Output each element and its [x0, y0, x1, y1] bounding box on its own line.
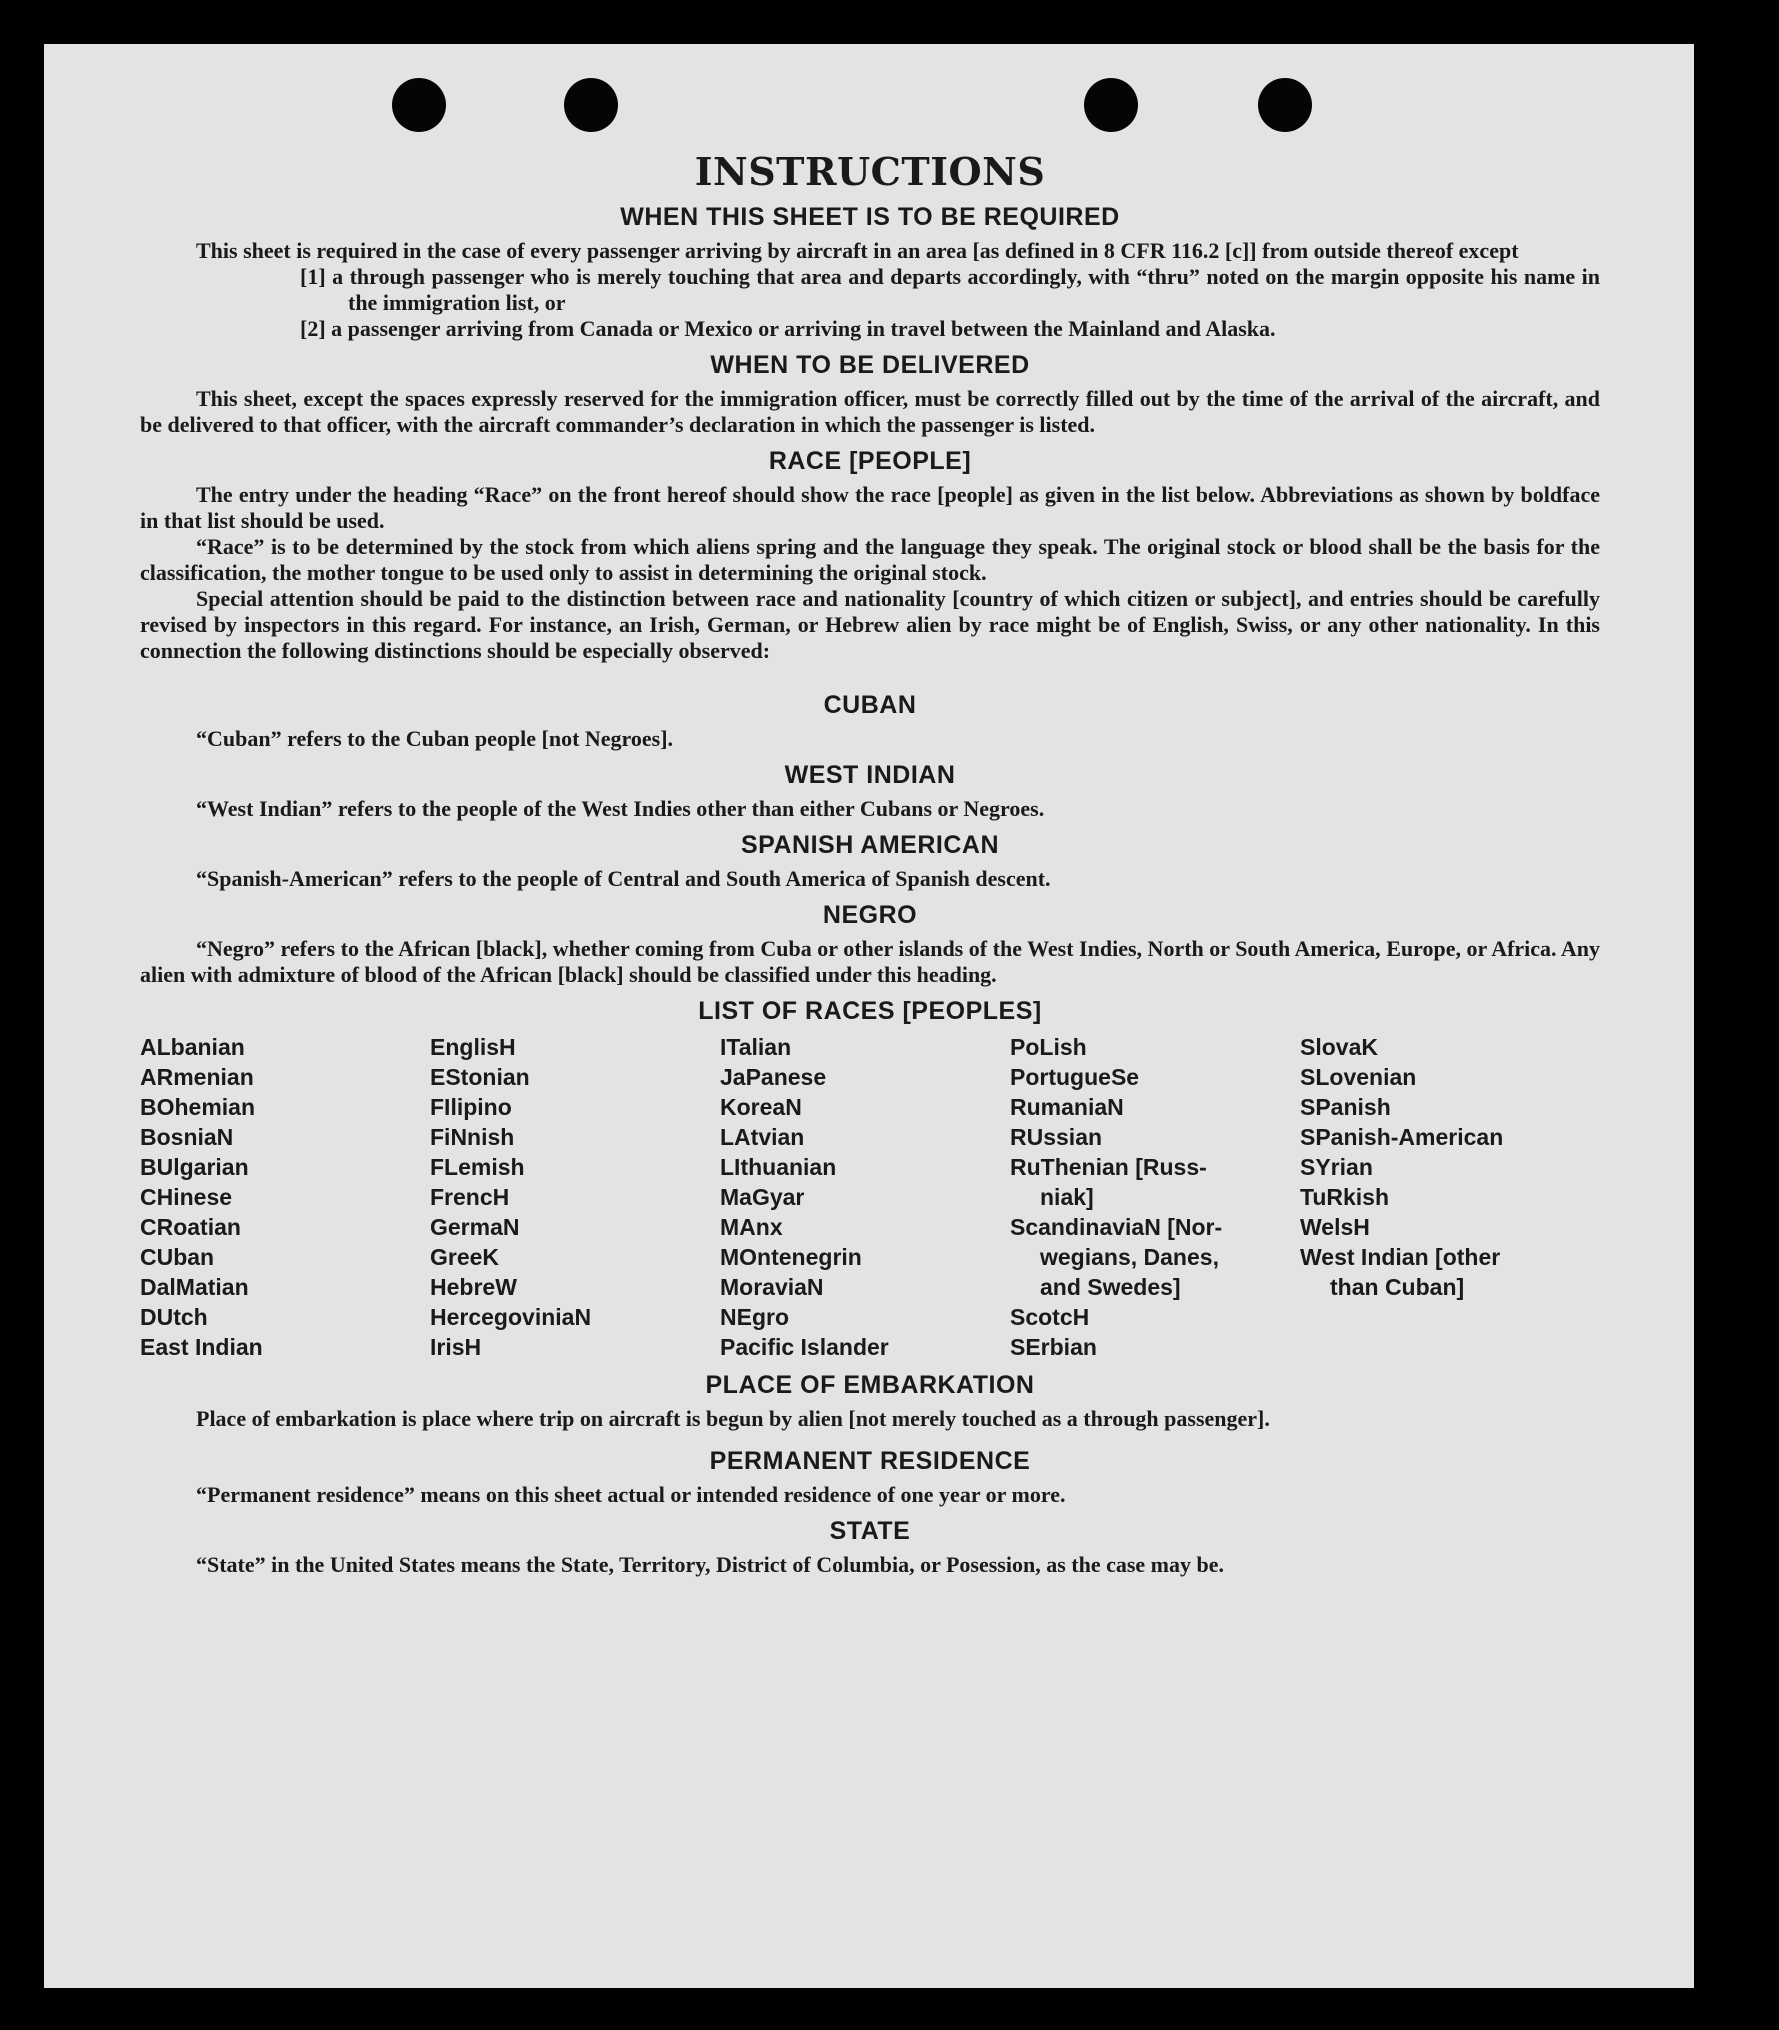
race-item: West Indian [other — [1300, 1244, 1501, 1270]
race-item: SLovenian — [1300, 1064, 1417, 1090]
section-heading: PLACE OF EMBARKATION — [705, 1371, 1035, 1399]
race-item: niak] — [1040, 1184, 1094, 1210]
race-item: BUlgarian — [140, 1154, 249, 1180]
paragraph: “Race” is to be determined by the stock from which aliens spring and the language they speak. The original stock or blood shall be the basis for the classification, the mother tongue to be used only to assist in determining the original stock. — [140, 534, 1600, 585]
paragraph: “Negro” refers to the African [black], whether coming from Cuba or other islands of the West Indies, North or South America, Europe, or Africa. Any alien with admixture of blood of the African [black] should be classified under this heading. — [140, 936, 1600, 987]
race-item: FIlipino — [430, 1094, 512, 1120]
race-item: wegians, Danes, — [1040, 1244, 1219, 1270]
paragraph: Special attention should be paid to the distinction between race and nationality [country of which citizen or subject], and entries should be carefully revised by inspectors in this regard. For instance, an Irish, German, or Hebrew alien by race might be of English, Swiss, or any other nationality. In this connection the following distinctions should be especially observed: — [140, 586, 1600, 663]
race-item: and Swedes] — [1040, 1274, 1181, 1300]
race-item: East Indian — [140, 1334, 263, 1360]
race-item: HebreW — [430, 1274, 517, 1300]
race-item: PortugueSe — [1010, 1064, 1140, 1090]
punch-hole — [564, 78, 618, 132]
paragraph: “Permanent residence” means on this sheet actual or intended residence of one year or more. — [196, 1482, 1066, 1507]
race-item: WelsH — [1300, 1214, 1370, 1240]
race-item: SPanish-American — [1300, 1124, 1504, 1150]
document-content — [140, 150, 1600, 1578]
race-item: MaGyar — [720, 1184, 805, 1210]
list-item: [1] a through passenger who is merely touching that area and departs accordingly, with “thru” noted on the margin opposite his name in the immigration list, or — [300, 264, 1600, 315]
race-item: EnglisH — [430, 1034, 516, 1060]
punch-hole — [1084, 78, 1138, 132]
race-column — [430, 1032, 720, 1362]
race-item: GermaN — [430, 1214, 520, 1240]
section-heading: LIST OF RACES [PEOPLES] — [698, 997, 1042, 1025]
race-item: FrencH — [430, 1184, 510, 1210]
paragraph: “West Indian” refers to the people of the West Indies other than either Cubans or Negroes. — [196, 796, 1045, 821]
race-item: RuThenian [Russ- — [1010, 1154, 1207, 1180]
race-item: RumaniaN — [1010, 1094, 1124, 1120]
race-item: MoraviaN — [720, 1274, 824, 1300]
race-item: HercegoviniaN — [430, 1304, 592, 1330]
paragraph: “Cuban” refers to the Cuban people [not Negroes]. — [196, 726, 674, 751]
race-item: SErbian — [1010, 1334, 1097, 1360]
race-item: CHinese — [140, 1184, 233, 1210]
race-item: CUban — [140, 1244, 215, 1270]
race-item: SlovaK — [1300, 1034, 1378, 1060]
race-item: SPanish — [1300, 1094, 1391, 1120]
race-item: FiNnish — [430, 1124, 515, 1150]
paragraph: “Spanish-American” refers to the people of Central and South America of Spanish descent. — [196, 866, 1051, 891]
race-item: DUtch — [140, 1304, 208, 1330]
punch-hole — [1258, 78, 1312, 132]
paragraph: The entry under the heading “Race” on the front hereof should show the race [people] as given in the list below. Abbreviations as shown by boldface in that list should be used. — [140, 482, 1600, 533]
race-item: FLemish — [430, 1154, 525, 1180]
section-heading: SPANISH AMERICAN — [740, 831, 999, 859]
section-heading: PERMANENT RESIDENCE — [709, 1447, 1031, 1475]
race-list — [140, 1032, 1600, 1362]
race-item: RUssian — [1010, 1124, 1103, 1150]
race-item: ARmenian — [140, 1064, 254, 1090]
race-item: ScandinaviaN [Nor- — [1010, 1214, 1223, 1240]
race-item: BosniaN — [140, 1124, 234, 1150]
race-item: ALbanian — [140, 1034, 245, 1060]
paragraph: This sheet is required in the case of every passenger arriving by aircraft in an area [as defined in 8 CFR 116.2 [c]] from outside thereof except — [196, 238, 1519, 263]
race-item: ScotcH — [1010, 1304, 1090, 1330]
race-item: MOntenegrin — [720, 1244, 862, 1270]
race-item: LAtvian — [720, 1124, 805, 1150]
paragraph: This sheet, except the spaces expressly reserved for the immigration officer, must be correctly filled out by the time of the arrival of the aircraft, and be delivered to that officer, with the aircraft commander’s declaration in which the passenger is listed. — [140, 386, 1600, 437]
list-item: [2] a passenger arriving from Canada or Mexico or arriving in travel between the Mainland and Alaska. — [300, 316, 1276, 341]
race-item: BOhemian — [140, 1094, 256, 1120]
race-item: DalMatian — [140, 1274, 249, 1300]
race-item: TuRkish — [1300, 1184, 1390, 1210]
race-column — [140, 1032, 430, 1362]
race-column — [720, 1032, 1010, 1362]
section-heading: WHEN TO BE DELIVERED — [710, 351, 1030, 379]
paragraph: “State” in the United States means the State, Territory, District of Columbia, or Posession, as the case may be. — [196, 1552, 1225, 1577]
section-heading: WHEN THIS SHEET IS TO BE REQUIRED — [620, 203, 1120, 231]
document-title: INSTRUCTIONS — [694, 149, 1046, 194]
section-heading: WEST INDIAN — [784, 761, 956, 789]
race-item: JaPanese — [720, 1064, 827, 1090]
punch-hole — [392, 78, 446, 132]
race-item: SYrian — [1300, 1154, 1373, 1180]
race-item: MAnx — [720, 1214, 783, 1240]
race-item: LIthuanian — [720, 1154, 837, 1180]
race-item: ITalian — [720, 1034, 792, 1060]
race-column — [1300, 1032, 1590, 1362]
race-item: EStonian — [430, 1064, 530, 1090]
paragraph: Place of embarkation is place where trip on aircraft is begun by alien [not merely touched as a through passenger]. — [196, 1406, 1270, 1431]
race-item: GreeK — [430, 1244, 500, 1270]
section-heading: NEGRO — [822, 901, 918, 929]
section-heading: RACE [PEOPLE] — [768, 447, 972, 475]
race-item: KoreaN — [720, 1094, 802, 1120]
race-column — [1010, 1032, 1300, 1362]
race-item: Pacific Islander — [720, 1334, 889, 1360]
race-item: than Cuban] — [1330, 1274, 1465, 1300]
race-item: PoLish — [1010, 1034, 1087, 1060]
document-page — [44, 44, 1694, 1988]
section-heading: STATE — [829, 1517, 911, 1545]
race-item: NEgro — [720, 1304, 789, 1330]
race-item: IrisH — [430, 1334, 482, 1360]
section-heading: CUBAN — [823, 691, 917, 719]
race-item: CRoatian — [140, 1214, 241, 1240]
